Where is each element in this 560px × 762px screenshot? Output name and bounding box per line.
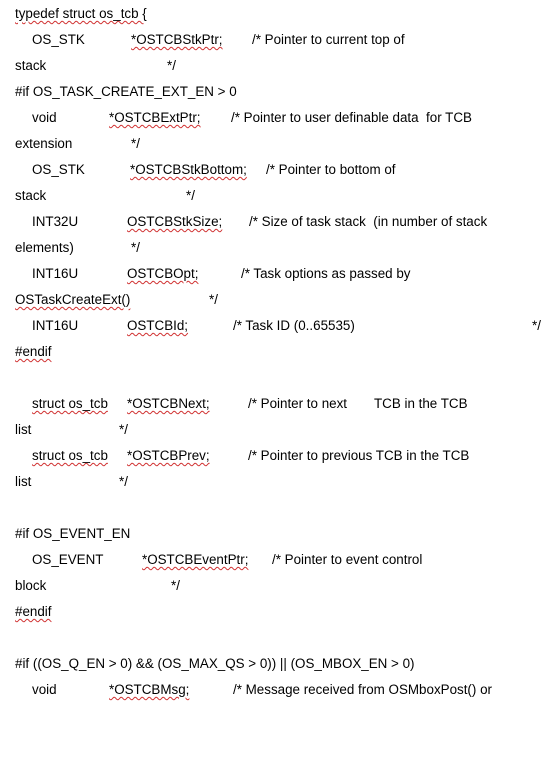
code-text: *OSTCBMsg; <box>109 682 190 697</box>
code-text: OSTCBId; <box>127 318 189 333</box>
code-text: /* Pointer to user definable data for TCB <box>231 110 472 125</box>
code-text: OS_STK <box>32 162 85 177</box>
code-line <box>0 578 180 594</box>
code-text: /* Pointer to event control <box>272 552 423 567</box>
code-text: /* Task ID (0..65535) <box>233 318 355 333</box>
code-text: */ <box>167 58 176 73</box>
code-text: OSTCBStkSize; <box>127 214 223 229</box>
code-text: typedef struct os_tcb { <box>15 6 147 21</box>
code-line <box>0 214 488 230</box>
code-text: OSTaskCreateExt() <box>15 292 131 307</box>
code-text: INT16U <box>32 266 79 281</box>
code-text: #if OS_EVENT_EN <box>15 526 131 541</box>
code-text: #endif <box>15 344 52 359</box>
code-line <box>0 474 128 490</box>
code-line <box>0 682 492 698</box>
code-text: #if OS_TASK_CREATE_EXT_EN > 0 <box>15 84 237 99</box>
code-text: OS_EVENT <box>32 552 104 567</box>
code-text: */ <box>131 240 140 255</box>
code-text: INT16U <box>32 318 79 333</box>
code-text: struct os_tcb <box>32 396 108 411</box>
code-text: INT32U <box>32 214 79 229</box>
code-line <box>0 32 405 48</box>
code-text: TCB in the TCB <box>374 396 468 411</box>
code-text: #if ((OS_Q_EN > 0) && (OS_MAX_QS > 0)) || (OS_MBOX_EN > 0) <box>15 656 415 671</box>
code-line <box>0 448 470 464</box>
code-line <box>0 136 140 152</box>
code-text: *OSTCBStkBottom; <box>130 162 247 177</box>
code-text: void <box>32 110 57 125</box>
code-text: */ <box>131 136 140 151</box>
code-line <box>0 110 472 126</box>
code-text: #endif <box>15 604 52 619</box>
code-line <box>0 188 195 204</box>
code-text: */ <box>186 188 195 203</box>
code-text: /* Pointer to previous TCB in the TCB <box>248 448 470 463</box>
code-text: */ <box>119 474 128 489</box>
code-line <box>0 422 128 438</box>
code-text: *OSTCBExtPtr; <box>109 110 201 125</box>
code-line <box>0 526 131 542</box>
code-line <box>0 344 52 360</box>
code-text: *OSTCBStkPtr; <box>131 32 223 47</box>
code-text: block <box>15 578 47 593</box>
code-text: /* Pointer to current top of <box>252 32 405 47</box>
code-text: *OSTCBPrev; <box>127 448 210 463</box>
code-line <box>0 318 541 334</box>
code-text: /* Pointer to bottom of <box>266 162 396 177</box>
code-text: /* Size of task stack (in number of stack <box>249 214 488 229</box>
code-text: void <box>32 682 57 697</box>
code-line <box>0 240 140 256</box>
code-text: elements) <box>15 240 74 255</box>
code-line <box>0 266 411 282</box>
code-text: /* Pointer to next <box>248 396 347 411</box>
code-line <box>0 162 396 178</box>
code-line <box>0 58 176 74</box>
code-text: list <box>15 474 32 489</box>
code-text: list <box>15 422 32 437</box>
code-text: stack <box>15 58 47 73</box>
code-line <box>0 552 423 568</box>
code-text: */ <box>209 292 218 307</box>
code-text: stack <box>15 188 47 203</box>
code-text: */ <box>532 318 541 333</box>
code-line <box>0 84 237 100</box>
code-text: OS_STK <box>32 32 85 47</box>
code-text: struct os_tcb <box>32 448 108 463</box>
code-line <box>0 396 468 412</box>
code-line <box>0 604 52 620</box>
code-text: extension <box>15 136 73 151</box>
code-text: /* Task options as passed by <box>241 266 411 281</box>
code-line <box>0 656 415 672</box>
code-text: *OSTCBEventPtr; <box>142 552 249 567</box>
code-line <box>0 6 147 22</box>
code-text: */ <box>119 422 128 437</box>
code-text: /* Message received from OSMboxPost() or <box>233 682 492 697</box>
code-text: *OSTCBNext; <box>127 396 210 411</box>
code-text: */ <box>171 578 180 593</box>
code-line <box>0 292 218 308</box>
code-text: OSTCBOpt; <box>127 266 199 281</box>
